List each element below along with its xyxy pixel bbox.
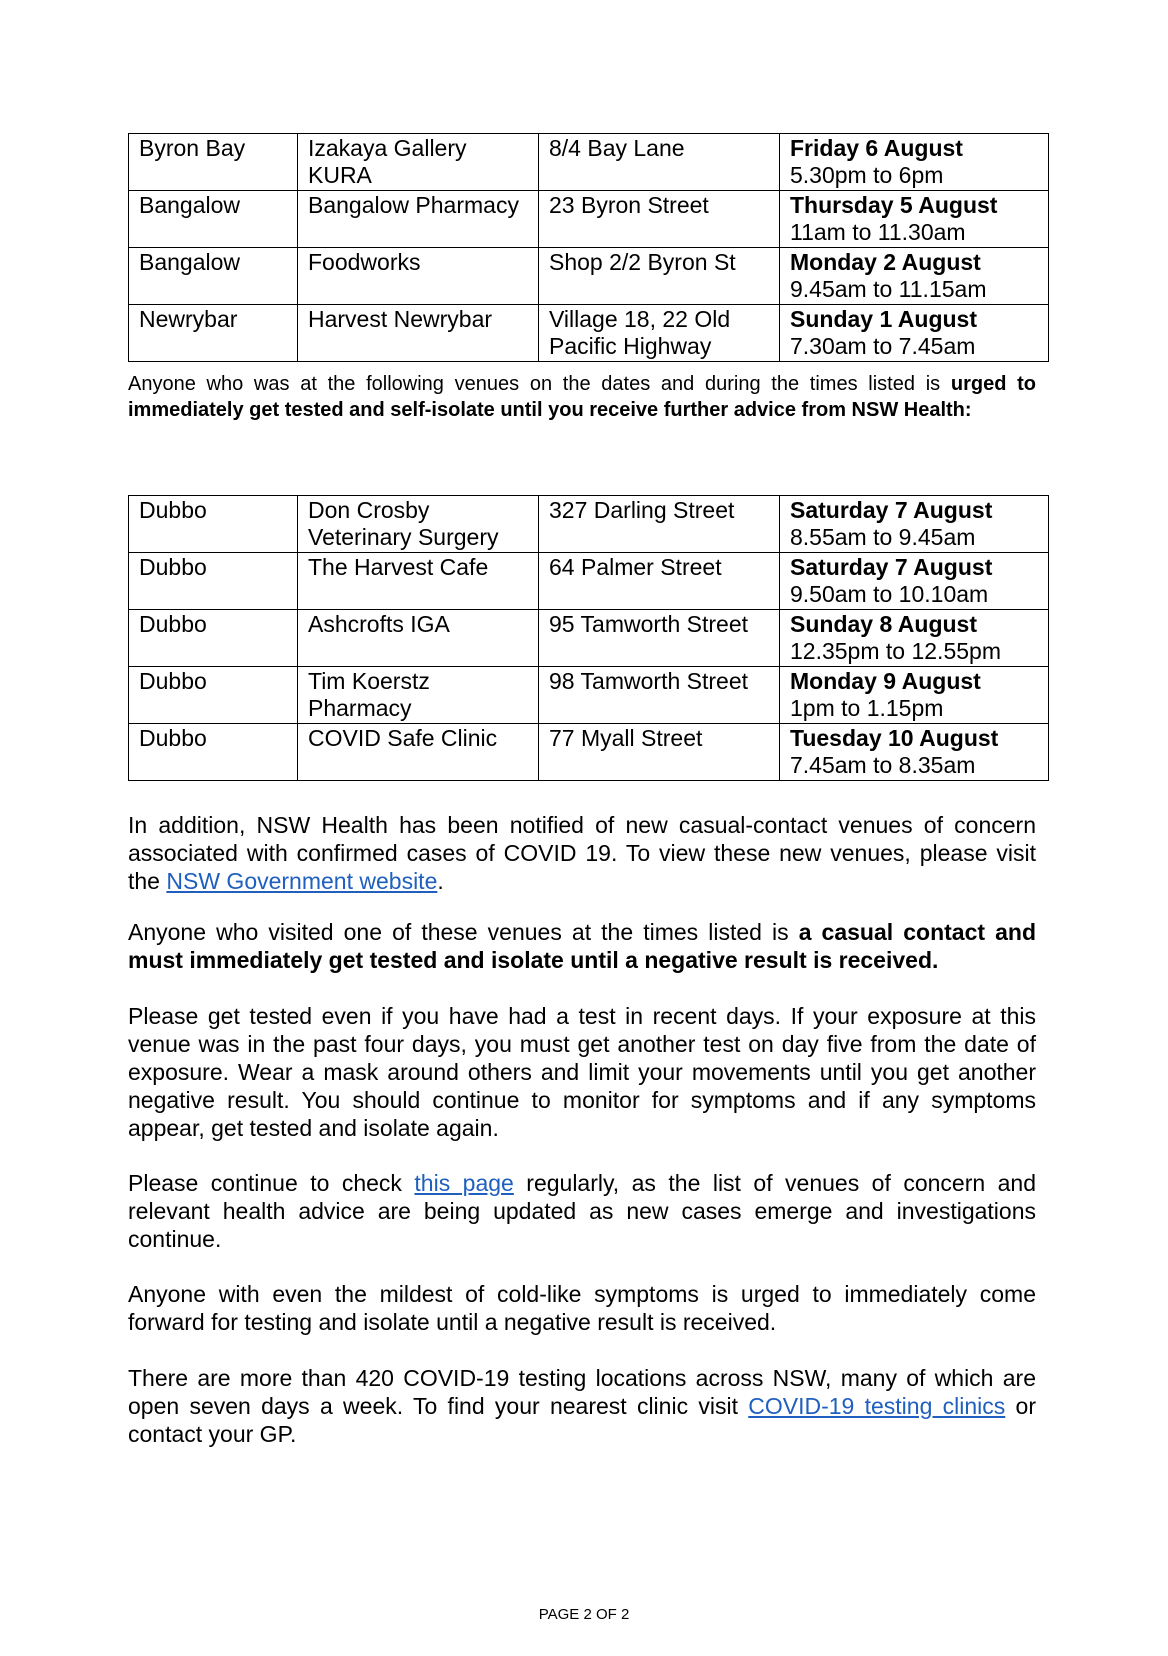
venue-cell: Don Crosby Veterinary Surgery: [298, 496, 539, 553]
casual-contact-text: Anyone who visited one of these venues at the times listed is: [128, 919, 799, 945]
address-cell: 77 Myall Street: [539, 724, 780, 781]
casual-venues-text: In addition, NSW Health has been notified of new casual-contact venues of concern associated with confirmed cases of COVID 19. To view these new venues, please visit the: [128, 812, 1036, 894]
this-page-link[interactable]: this page: [414, 1170, 514, 1196]
venues-table-1: [128, 133, 1049, 362]
town-cell: Dubbo: [129, 610, 298, 667]
date-time-cell: [780, 610, 1049, 667]
table-row: [129, 553, 1049, 610]
date-time-cell: [780, 724, 1049, 781]
check-page-paragraph: [128, 1169, 1036, 1253]
table-row: [129, 305, 1049, 362]
town-cell: Newrybar: [129, 305, 298, 362]
town-cell: Dubbo: [129, 553, 298, 610]
exposure-time: 7.30am to 7.45am: [790, 333, 976, 359]
urged-instruction-text: Anyone who was at the following venues on the dates and during the times listed is: [128, 373, 951, 395]
table-row: [129, 610, 1049, 667]
town-cell: Dubbo: [129, 667, 298, 724]
venues-table-1-body: [129, 134, 1049, 362]
venue-cell: Foodworks: [298, 248, 539, 305]
venue-cell: Tim Koerstz Pharmacy: [298, 667, 539, 724]
casual-venues-end: .: [437, 868, 444, 894]
exposure-day: Sunday 8 August: [790, 611, 977, 637]
date-time-cell: [780, 667, 1049, 724]
table-row: [129, 191, 1049, 248]
exposure-day: Monday 2 August: [790, 249, 981, 275]
venues-table-2: [128, 495, 1049, 781]
table-row: [129, 724, 1049, 781]
testing-locations-paragraph: [128, 1364, 1036, 1448]
table-row: [129, 667, 1049, 724]
venue-cell: Izakaya Gallery KURA: [298, 134, 539, 191]
exposure-time: 12.35pm to 12.55pm: [790, 638, 1001, 664]
venues-table-2-body: [129, 496, 1049, 781]
venue-cell: Ashcrofts IGA: [298, 610, 539, 667]
date-time-cell: [780, 305, 1049, 362]
exposure-day: Friday 6 August: [790, 135, 963, 161]
town-cell: Bangalow: [129, 191, 298, 248]
testing-locations-text: There are more than 420 COVID-19 testing locations across NSW, many of which are open seven days a week. To find your nearest clinic visit: [128, 1365, 1036, 1419]
testing-locations-end: or contact your GP.: [128, 1393, 1036, 1447]
urged-instruction: [128, 371, 1036, 423]
address-cell: 8/4 Bay Lane: [539, 134, 780, 191]
venue-cell: The Harvest Cafe: [298, 553, 539, 610]
casual-contact-paragraph: [128, 918, 1036, 974]
get-tested-paragraph: Please get tested even if you have had a test in recent days. If your exposure at this venue was in the past four days, you must get another test on day five from the date of exposure. Wear a mask around others and limit your movements until you get another negative result. You should continue to monitor for symptoms and if any symptoms appear, get tested and isolate again.: [128, 1003, 1036, 1141]
exposure-time: 8.55am to 9.45am: [790, 524, 976, 550]
casual-venues-paragraph: [128, 811, 1036, 895]
town-cell: Byron Bay: [129, 134, 298, 191]
address-cell: 23 Byron Street: [539, 191, 780, 248]
venue-cell: COVID Safe Clinic: [298, 724, 539, 781]
table-row: [129, 134, 1049, 191]
exposure-time: 1pm to 1.15pm: [790, 695, 944, 721]
exposure-time: 9.45am to 11.15am: [790, 276, 987, 302]
exposure-day: Thursday 5 August: [790, 192, 998, 218]
exposure-time: 7.45am to 8.35am: [790, 752, 976, 778]
exposure-day: Saturday 7 August: [790, 497, 993, 523]
check-page-end: regularly, as the list of venues of concern and relevant health advice are being updated as new cases emerge and investigations continue.: [128, 1170, 1036, 1252]
casual-contact-bold: a casual contact and must immediately get tested and isolate until a negative result is received.: [128, 919, 1036, 973]
table-row: [129, 248, 1049, 305]
address-cell: 327 Darling Street: [539, 496, 780, 553]
town-cell: Dubbo: [129, 724, 298, 781]
nsw-government-website-link[interactable]: NSW Government website: [166, 868, 438, 894]
address-cell: 98 Tamworth Street: [539, 667, 780, 724]
exposure-time: 9.50am to 10.10am: [790, 581, 989, 607]
town-cell: Bangalow: [129, 248, 298, 305]
exposure-day: Monday 9 August: [790, 668, 981, 694]
exposure-day: Sunday 1 August: [790, 306, 977, 332]
check-page-text: Please continue to check: [128, 1170, 415, 1196]
address-cell: Shop 2/2 Byron St: [539, 248, 780, 305]
exposure-day: Saturday 7 August: [790, 554, 993, 580]
date-time-cell: [780, 191, 1049, 248]
address-cell: 95 Tamworth Street: [539, 610, 780, 667]
exposure-time: 5.30pm to 6pm: [790, 162, 944, 188]
table-row: [129, 496, 1049, 553]
date-time-cell: [780, 248, 1049, 305]
urged-instruction-bold: urged to immediately get tested and self-isolate until you receive further advice from NSW Health:: [128, 373, 1036, 421]
venue-cell: Harvest Newrybar: [298, 305, 539, 362]
exposure-day: Tuesday 10 August: [790, 725, 999, 751]
testing-clinics-link[interactable]: COVID-19 testing clinics: [748, 1393, 1006, 1419]
date-time-cell: [780, 496, 1049, 553]
exposure-time: 11am to 11.30am: [790, 219, 966, 245]
symptoms-paragraph: Anyone with even the mildest of cold-like symptoms is urged to immediately come forward for testing and isolate until a negative result is received.: [128, 1281, 1036, 1335]
address-cell: 64 Palmer Street: [539, 553, 780, 610]
date-time-cell: [780, 134, 1049, 191]
venue-cell: Bangalow Pharmacy: [298, 191, 539, 248]
page-footer: PAGE 2 OF 2: [538, 1606, 630, 1623]
town-cell: Dubbo: [129, 496, 298, 553]
date-time-cell: [780, 553, 1049, 610]
address-cell: Village 18, 22 Old Pacific Highway: [539, 305, 780, 362]
